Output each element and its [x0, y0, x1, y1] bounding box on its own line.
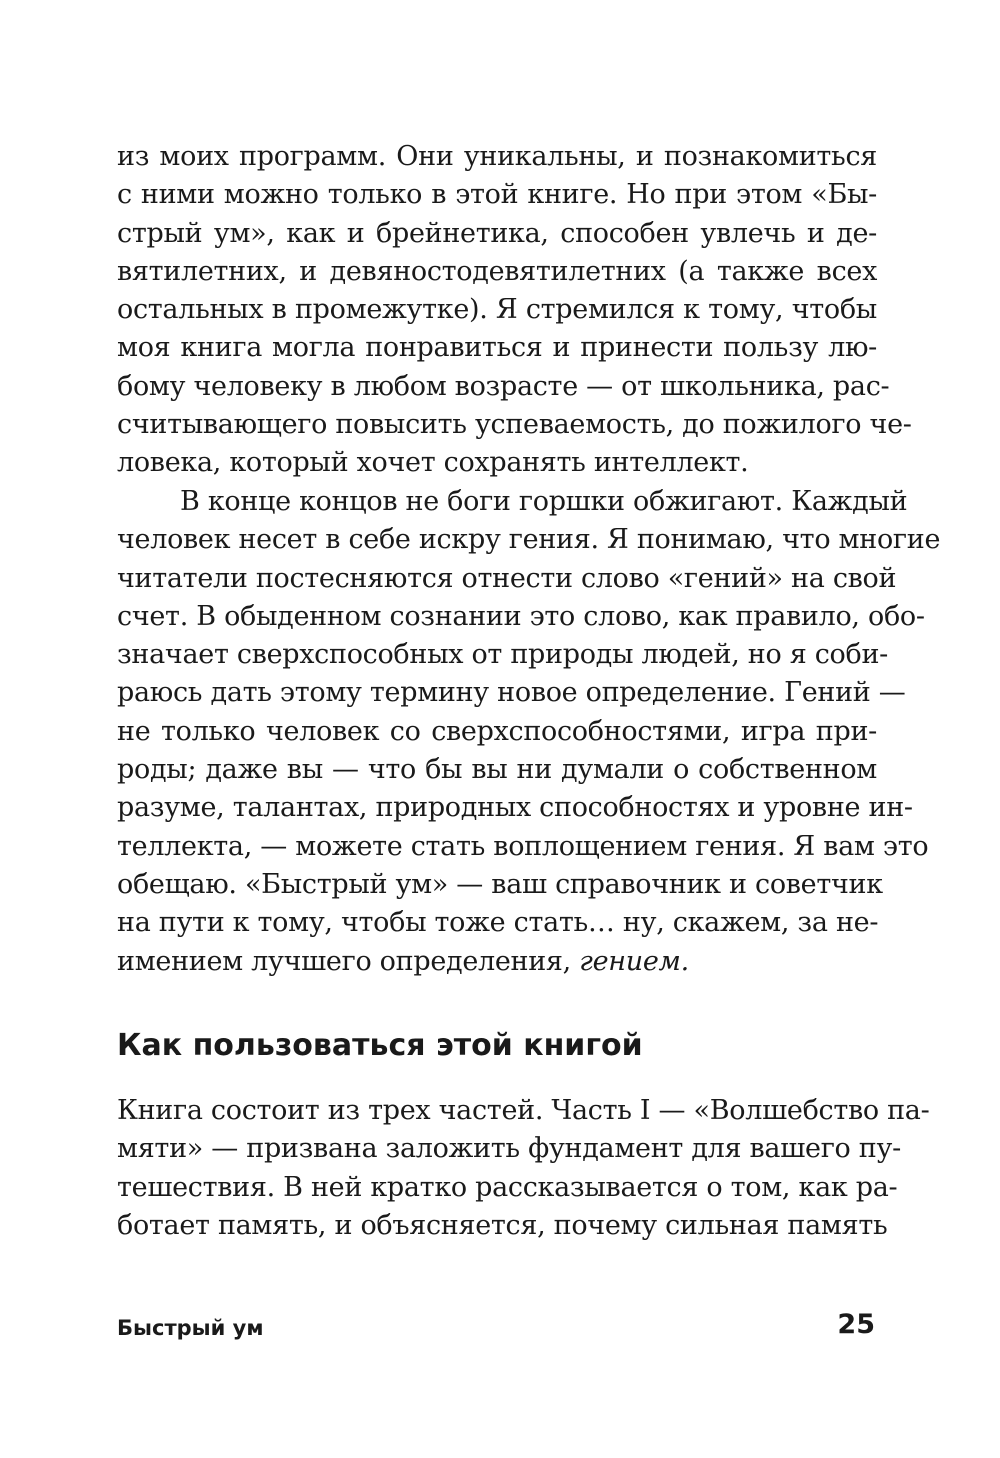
text-line: мяти» — призвана заложить фундамент для вашего пу-: [117, 1133, 901, 1165]
emphasis-text: гением.: [579, 945, 689, 977]
paragraph-book-structure: [117, 1092, 930, 1245]
text-line: обещаю. «Быстрый ум» — ваш справочник и советчик: [117, 868, 883, 900]
text-line: считывающего повысить успеваемость, до пожилого че-: [117, 409, 912, 441]
text-line: читатели постесняются отнести слово «гений» на свой: [117, 562, 897, 594]
text-line: не только человек со сверхспособностями, игра при-: [117, 715, 877, 747]
text-line: значает сверхспособных от природы людей, но я соби-: [117, 639, 888, 671]
paragraph-genius: [117, 483, 941, 981]
running-footer-title: Быстрый ум: [117, 1316, 264, 1340]
text-line: бому человеку в любом возрасте — от школьника, рас-: [117, 370, 890, 402]
text-line: ловека, который хочет сохранять интеллект.: [117, 447, 749, 479]
text-line: теллекта, — можете стать воплощением гения. Я вам это: [117, 830, 929, 862]
text-line: В конце концов не боги горшки обжигают. Каждый: [180, 486, 908, 517]
text-line: с ними можно только в этой книге. Но при этом «Бы-: [117, 179, 877, 211]
text-line: человек несет в себе искру гения. Я понимаю, что многие: [117, 524, 941, 556]
text-line: счет. В обыденном сознании это слово, как правило, обо-: [117, 600, 925, 632]
text-line: стрый ум», как и брейнетика, способен увлечь и де-: [117, 217, 877, 249]
text-line: вятилетних, и девяностодевятилетних (а также всех: [117, 255, 877, 287]
text-plain: имением лучшего определения,: [117, 945, 571, 977]
text-line: Книга состоит из трех частей. Часть I — «Волшебство па-: [117, 1095, 930, 1126]
text-line: роды; даже вы — что бы вы ни думали о собственном: [117, 754, 877, 786]
text-line: ботает память, и объясняется, почему сильная память: [117, 1209, 888, 1241]
section-heading: Как пользоваться этой книгой: [117, 1028, 643, 1063]
paragraph-continuation: [117, 138, 912, 483]
text-line: [117, 943, 877, 981]
text-line: раюсь дать этому термину новое определение. Гений —: [117, 677, 906, 709]
page-number: 25: [837, 1309, 875, 1340]
text-line: моя книга могла понравиться и принести пользу лю-: [117, 332, 877, 364]
text-line: тешествия. В ней кратко рассказывается о том, как ра-: [117, 1171, 898, 1203]
text-line: из моих программ. Они уникальны, и познакомиться: [117, 141, 877, 172]
text-line: разуме, талантах, природных способностях и уровне ин-: [117, 792, 913, 824]
text-line: остальных в промежутке). Я стремился к тому, чтобы: [117, 294, 877, 326]
text-line: на пути к тому, чтобы тоже стать… ну, скажем, за не-: [117, 907, 879, 939]
